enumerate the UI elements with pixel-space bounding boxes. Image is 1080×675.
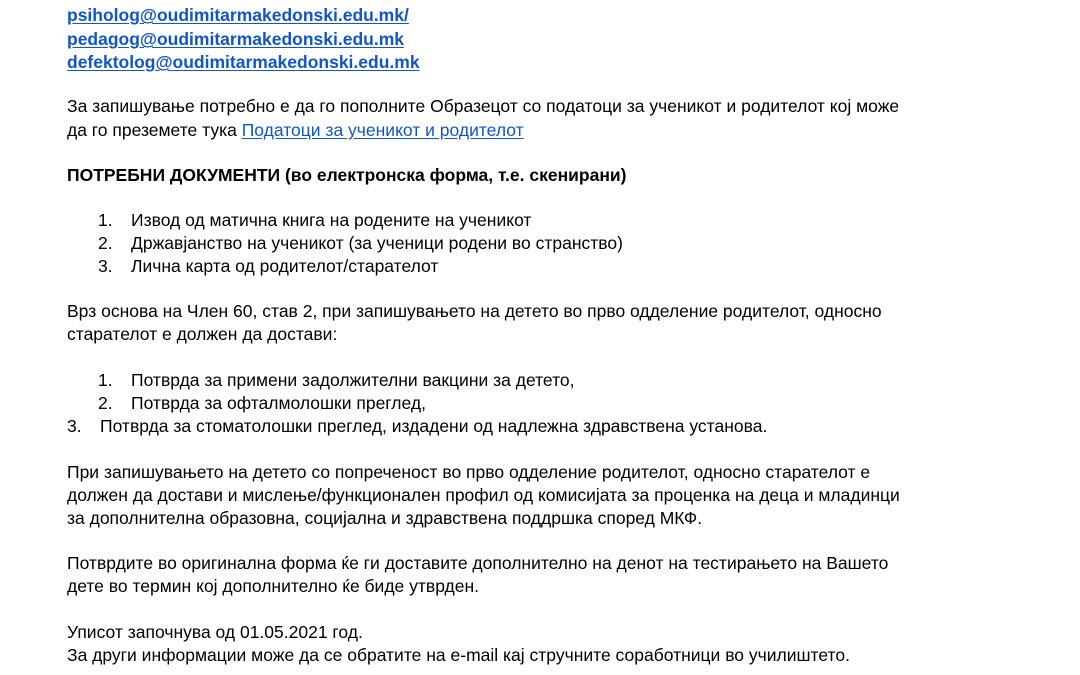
list-item-text: Лична карта од родителот/старателот bbox=[131, 256, 439, 276]
list-item-text: Потврда за примени задолжителни вакцини за детето, bbox=[131, 370, 575, 390]
list-item-number: 3. bbox=[98, 256, 113, 276]
email-link-pedagog[interactable]: pedagog@oudimitarmakedonski.edu.mk bbox=[67, 29, 404, 49]
intro-line-2-text: да го преземете тука bbox=[67, 120, 242, 140]
disability-line-1: При запишувањето на детето со попреченост во прво одделение родителот, односно старателот е bbox=[67, 462, 871, 482]
intro-line-1: За запишување потребно е да го пополните Образецот со податоци за ученикот и родителот кој може bbox=[67, 96, 900, 116]
enrollment-start-line: Уписот започнува од 01.05.2021 год. bbox=[67, 622, 363, 642]
article-line-1: Врз основа на Член 60, став 2, при запишувањето на детето во прво одделение родителот, односно bbox=[67, 301, 882, 321]
list-item bbox=[98, 232, 623, 254]
disability-line-2: должен да достави и мислење/функционален профил од комисијата за проценка на деца и младинци bbox=[67, 485, 900, 505]
intro-line-2 bbox=[67, 119, 524, 141]
originals-line-2: дете во термин кој дополнително ќе биде утврден. bbox=[67, 576, 480, 596]
list-item-text: Потврда за стоматолошки преглед, издадени од надлежна здравствена установа. bbox=[100, 416, 768, 436]
list-item bbox=[67, 415, 767, 437]
email-link-defektolog[interactable]: defektolog@oudimitarmakedonski.edu.mk bbox=[67, 52, 420, 72]
list-item bbox=[98, 209, 531, 231]
list-item bbox=[98, 369, 575, 391]
list-item-number: 1. bbox=[98, 370, 113, 390]
disability-line-3: за дополнителна образовна, социјална и здравствена поддршка според МКФ. bbox=[67, 508, 703, 528]
email-link-psiholog[interactable]: psiholog@oudimitarmakedonski.edu.mk/ bbox=[67, 5, 409, 25]
list-item bbox=[98, 255, 438, 277]
contact-info-line: За други информации може да се обратите на e-mail кај стручните соработници во училиштето. bbox=[67, 645, 850, 665]
list-item bbox=[98, 392, 426, 414]
required-documents-heading: ПОТРЕБНИ ДОКУМЕНТИ (во електронска форма, т.е. скенирани) bbox=[67, 165, 627, 185]
list-item-number: 3. bbox=[67, 416, 82, 436]
list-item-number: 2. bbox=[98, 233, 113, 253]
list-item-number: 2. bbox=[98, 393, 113, 413]
article-line-2: старателот е должен да достави: bbox=[67, 324, 338, 344]
list-item-text: Државјанство на ученикот (за ученици родени во странство) bbox=[131, 233, 623, 253]
student-parent-form-link[interactable]: Податоци за ученикот и родителот bbox=[241, 120, 524, 140]
list-item-text: Потврда за офталмолошки преглед, bbox=[131, 393, 426, 413]
list-item-number: 1. bbox=[98, 210, 113, 230]
list-item-text: Извод од матична книга на родените на ученикот bbox=[131, 210, 532, 230]
originals-line-1: Потврдите во оригинална форма ќе ги доставите дополнително на денот на тестирањето на Вашето bbox=[67, 553, 889, 573]
